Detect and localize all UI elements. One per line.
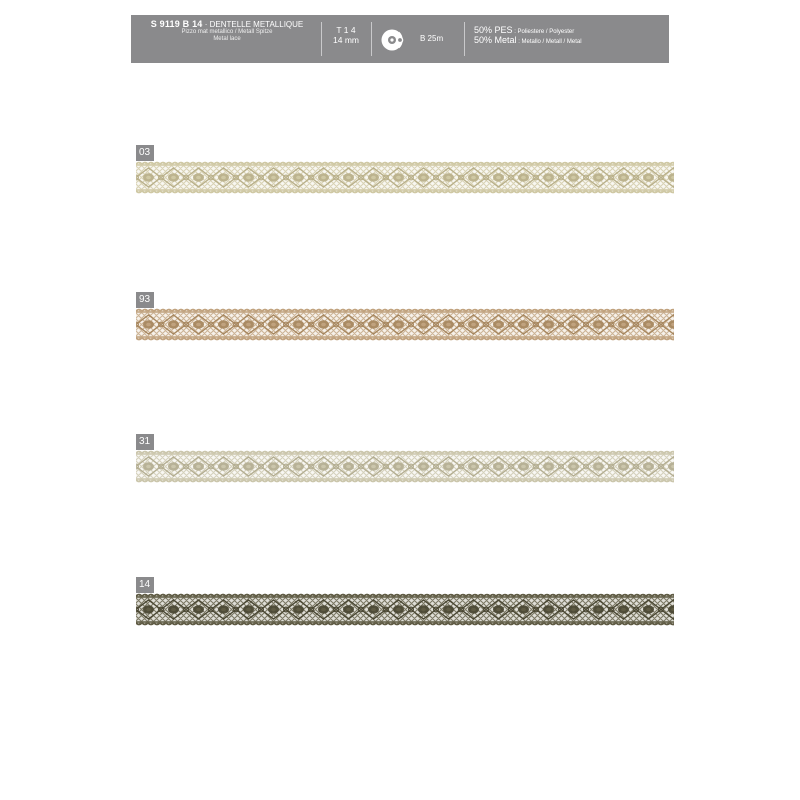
width-code: T 1 4 [336,25,356,35]
header-divider [321,22,322,56]
composition-block [474,26,664,46]
lace-pattern-graphic [136,308,674,341]
product-subtitle-line-2: Metal lace [213,35,241,42]
product-title [135,20,319,29]
spool-block [374,27,460,53]
color-code-label: 14 [136,577,154,593]
composition-detail: : Poliestere / Polyester [512,29,575,35]
composition-main: 50% PES [474,25,513,35]
color-code-label: 31 [136,434,154,450]
product-name: · DENTELLE METALLIQUE [202,20,304,29]
product-title-block [135,20,319,42]
composition-main: 50% Metal [474,34,517,45]
color-code-label: 03 [136,145,154,161]
product-header-bar [131,15,669,63]
lace-sample-image [136,308,674,341]
lace-pattern-graphic [136,593,674,626]
lace-sample-image [136,450,674,483]
composition-line [474,36,664,46]
spool-icon [380,28,410,52]
lace-pattern-graphic [136,161,674,194]
product-subtitle-line-1: Pizzo mat metallico / Metall Spitze [181,29,273,36]
header-divider [371,22,372,56]
header-divider [464,22,465,56]
lace-pattern-graphic [136,450,674,483]
width-block [324,26,368,46]
lace-sample-image [136,161,674,194]
lace-sample-image [136,593,674,626]
color-code-label: 93 [136,292,154,308]
spool-length: B 25m [420,34,444,43]
composition-detail: : Metallo / Metall / Metal [516,38,582,45]
width-mm: 14 mm [333,34,359,45]
product-reference: S 9119 B 14 [150,19,203,29]
